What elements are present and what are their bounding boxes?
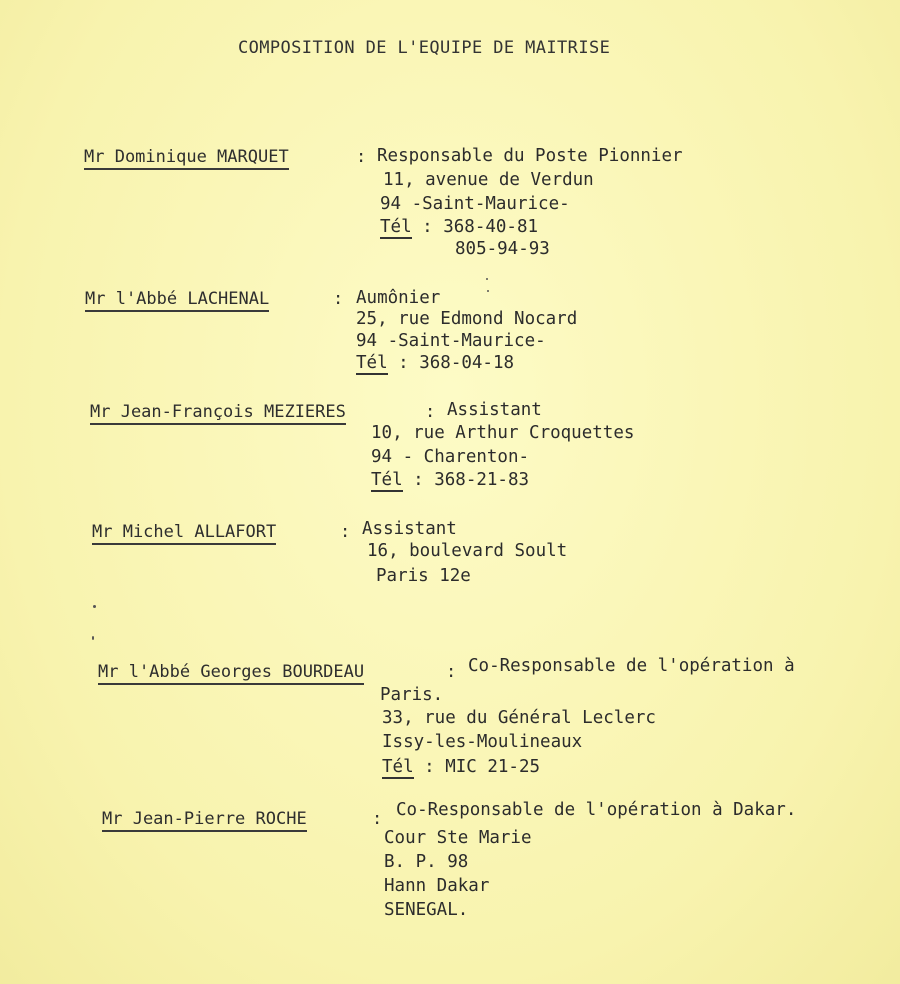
phone-number: 368-21-83 — [434, 470, 530, 490]
address-line-3: Hann Dakar — [384, 876, 490, 896]
member-name: Mr Jean-François MEZIERES — [90, 402, 346, 425]
member-role: Responsable du Poste Pionnier — [377, 146, 683, 166]
address-city: Issy-les-Moulineaux — [382, 732, 583, 752]
address-street: 11, avenue de Verdun — [383, 170, 594, 190]
separator-colon: : — [425, 402, 436, 422]
phone-number-2: 805-94-93 — [455, 239, 550, 259]
phone-label: Tél — [371, 470, 403, 490]
phone-separator: : — [387, 353, 420, 373]
separator-colon: : — [372, 809, 383, 829]
address-street: 33, rue du Général Leclerc — [382, 708, 656, 728]
address-street: 16, boulevard Soult — [367, 541, 568, 561]
paper-speck — [92, 636, 94, 640]
phone-row — [380, 217, 538, 237]
address-line-2: B. P. 98 — [384, 852, 469, 872]
member-role: Assistant — [362, 519, 457, 539]
address-street: 25, rue Edmond Nocard — [356, 309, 578, 329]
address-line-1: Cour Ste Marie — [384, 828, 532, 848]
phone-separator: : — [413, 757, 446, 777]
address-street: 10, rue Arthur Croquettes — [371, 423, 635, 443]
member-role: Co-Responsable de l'opération à Dakar. — [396, 800, 797, 820]
phone-number: MIC 21-25 — [445, 757, 541, 777]
address-city: 94 - Charenton- — [371, 447, 530, 467]
member-role: Assistant — [447, 400, 542, 420]
phone-number: 368-40-81 — [443, 217, 539, 237]
phone-number: 368-04-18 — [419, 353, 515, 373]
separator-colon: : — [356, 147, 367, 167]
phone-row — [356, 353, 514, 373]
separator-colon: : — [333, 289, 344, 309]
member-name: Mr Jean-Pierre ROCHE — [102, 809, 307, 832]
phone-label: Tél — [356, 353, 388, 373]
separator-colon: : — [446, 662, 457, 682]
member-name: Mr l'Abbé Georges BOURDEAU — [98, 662, 364, 685]
paper-speck — [487, 290, 489, 292]
address-city: 94 -Saint-Maurice- — [356, 331, 546, 351]
phone-label: Tél — [382, 757, 414, 777]
address-city: 94 -Saint-Maurice- — [380, 194, 570, 214]
phone-row — [382, 757, 540, 777]
member-name: Mr l'Abbé LACHENAL — [85, 289, 269, 312]
phone-label: Tél — [380, 217, 412, 237]
address-country: SENEGAL. — [384, 900, 469, 920]
member-name: Mr Michel ALLAFORT — [92, 522, 276, 545]
member-role-continued: Paris. — [380, 685, 444, 705]
phone-separator: : — [402, 470, 435, 490]
paper-speck — [93, 605, 96, 608]
address-city: Paris 12e — [376, 566, 471, 586]
member-name: Mr Dominique MARQUET — [84, 147, 289, 170]
phone-row — [371, 470, 529, 490]
phone-separator: : — [411, 217, 444, 237]
paper-speck — [486, 278, 488, 280]
member-role: Co-Responsable de l'opération à — [468, 656, 795, 676]
document-title: COMPOSITION DE L'EQUIPE DE MAITRISE — [238, 38, 611, 58]
member-role: Aumônier — [356, 288, 441, 308]
separator-colon: : — [340, 522, 351, 542]
